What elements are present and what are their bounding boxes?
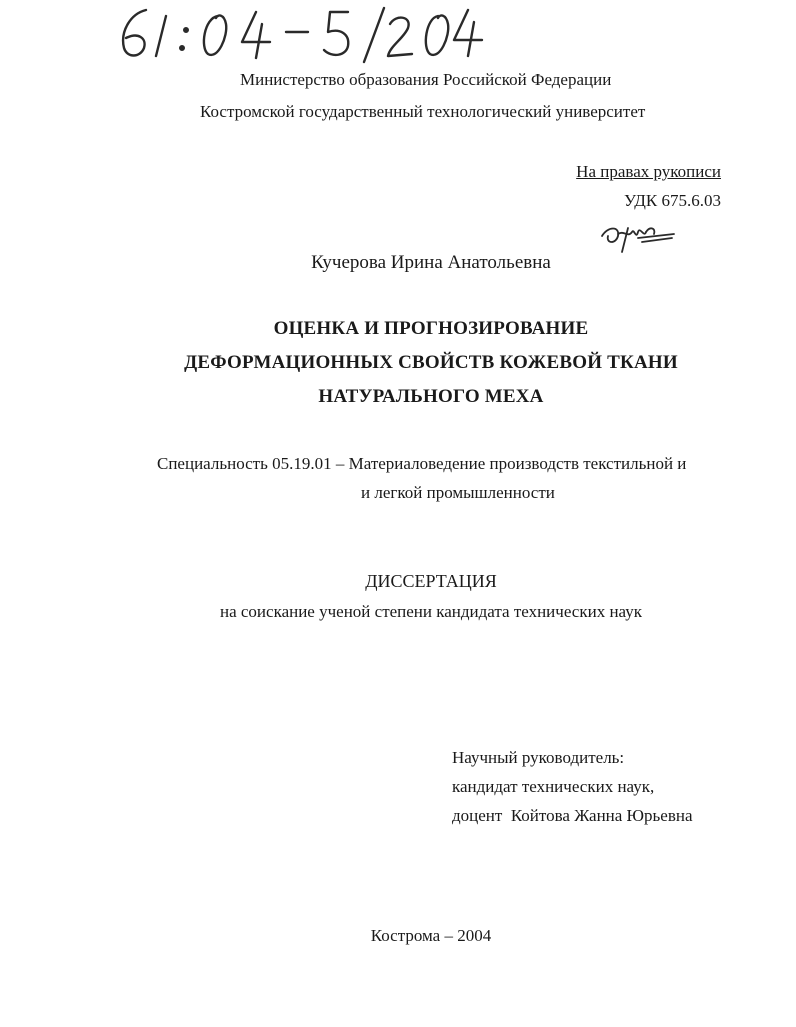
handwritten-signature — [598, 218, 678, 256]
dissertation-title-line-3: НАТУРАЛЬНОГО МЕХА — [318, 386, 544, 407]
specialty-line-1: Специальность 05.19.01 – Материаловедение производств текстильной и — [157, 454, 687, 473]
supervisor-degree: кандидат технических наук, — [452, 777, 655, 796]
specialty-line-2: и легкой промышленности — [361, 483, 555, 502]
dissertation-title-line-1: ОЦЕНКА И ПРОГНОЗИРОВАНИЕ — [273, 318, 589, 339]
dissertation-title-line-2: ДЕФОРМАЦИОННЫХ СВОЙСТВ КОЖЕВОЙ ТКАНИ — [184, 352, 678, 373]
place-and-year: Кострома – 2004 — [370, 926, 492, 945]
supervisor-name: доцент Койтова Жанна Юрьевна — [452, 806, 693, 825]
rights-notice: На правах рукописи — [576, 162, 721, 181]
document-type: ДИССЕРТАЦИЯ — [365, 571, 497, 591]
supervisor-label: Научный руководитель: — [452, 748, 625, 767]
handwritten-archive-code — [108, 2, 488, 64]
udk-code: УДК 675.6.03 — [623, 191, 721, 210]
author-name: Кучерова Ирина Анатольевна — [311, 252, 551, 273]
degree-statement: на соискание ученой степени кандидата технических наук — [219, 602, 642, 621]
ministry-name: Министерство образования Российской Федерации — [240, 70, 612, 89]
university-name: Костромской государственный технологический университет — [200, 102, 646, 121]
